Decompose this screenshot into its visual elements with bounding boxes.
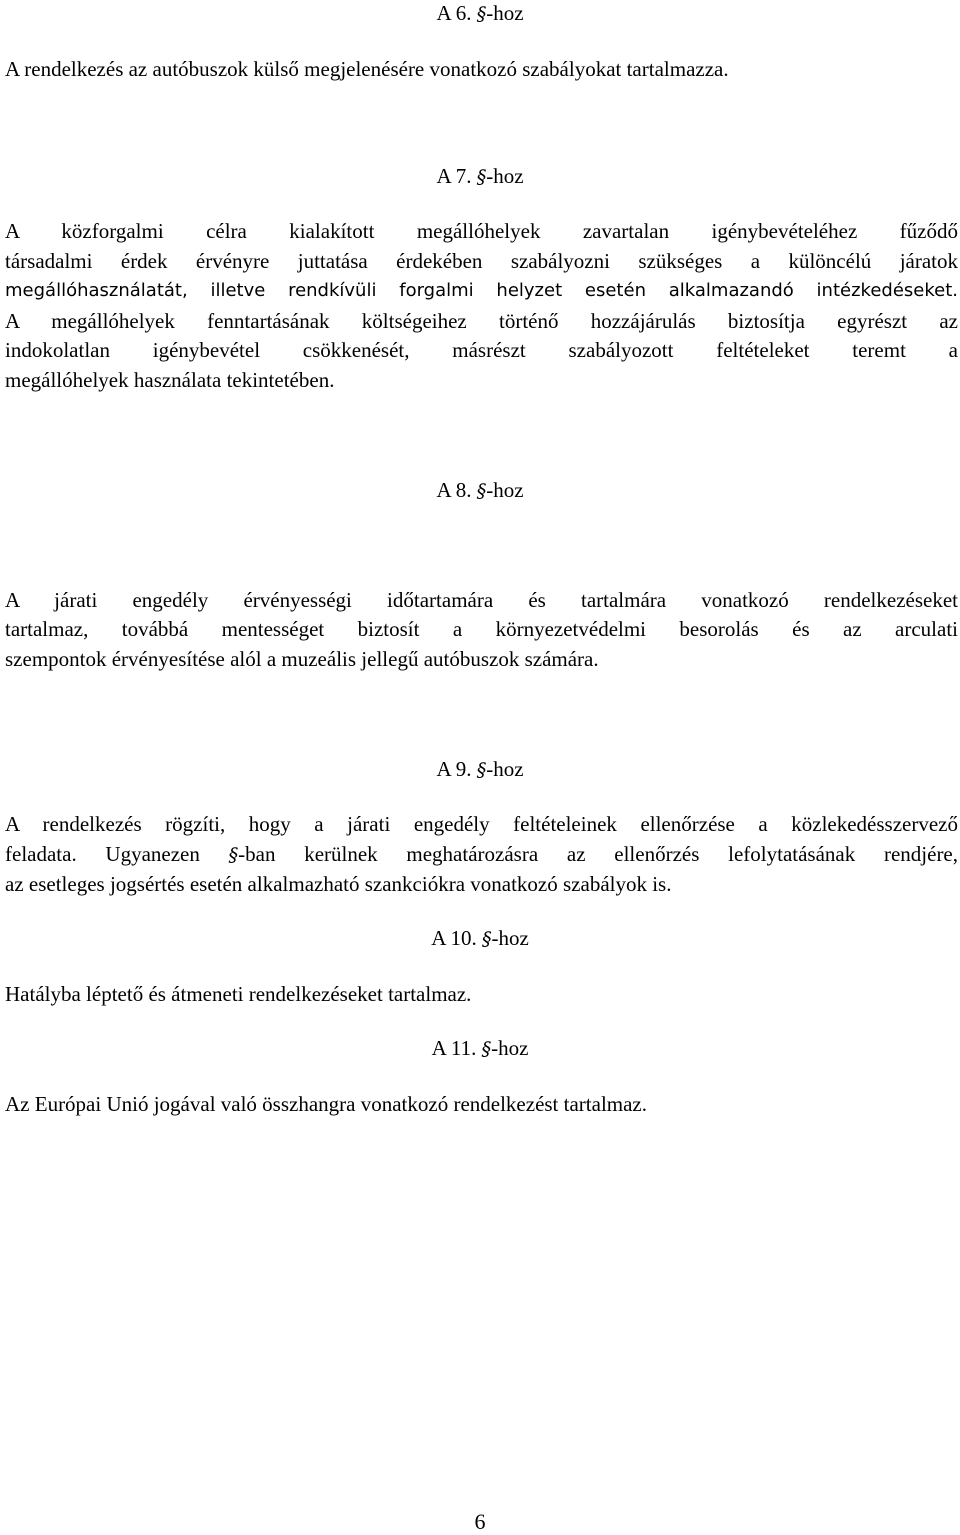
section-9-line: A rendelkezés rögzíti, hogy a járati engedély feltételeinek ellenőrzése a közlekedésszervező — [5, 812, 958, 836]
section-11-heading-suffix: -hoz — [491, 1036, 529, 1060]
section-7-line: társadalmi érdek érvényre juttatása érdekében szabályozni szükséges a különcélú járatok — [5, 249, 958, 273]
section-sign: § — [481, 928, 492, 950]
section-6-heading-prefix: A 6. — [436, 1, 472, 25]
section-6-heading-suffix: -hoz — [486, 1, 524, 25]
section-7-heading-suffix: -hoz — [486, 164, 524, 188]
section-8-line: A járati engedély érvényességi időtartamára és tartalmára vonatkozó rendelkezéseket — [5, 588, 958, 612]
section-7-line: indokolatlan igénybevétel csökkenését, másrészt szabályozott feltételeket teremt a — [5, 338, 958, 362]
section-7-heading — [0, 164, 960, 189]
section-9-line-part: feladata. Ugyanezen — [5, 842, 200, 866]
section-8-line: tartalmaz, továbbá mentességet biztosít a környezetvédelmi besorolás és az arculati — [5, 617, 958, 641]
section-sign: § — [476, 759, 487, 781]
section-9-line: az esetleges jogsértés esetén alkalmazható szankciókra vonatkozó szabályok is. — [5, 872, 672, 896]
section-8-heading-suffix: -hoz — [486, 478, 524, 502]
section-10-heading — [0, 926, 960, 951]
section-sign: § — [481, 1038, 492, 1060]
section-7-line: A közforgalmi célra kialakított megállóhelyek zavartalan igénybevételéhez fűződő — [5, 219, 958, 243]
section-sign: § — [476, 480, 487, 502]
section-9-heading-suffix: -hoz — [486, 757, 524, 781]
section-10-heading-prefix: A 10. — [431, 926, 477, 950]
section-8-line: szempontok érvényesítése alól a muzeális jellegű autóbuszok számára. — [5, 647, 599, 671]
section-9-line-part: -ban kerülnek meghatározásra az ellenőrzés lefolytatásának rendjére, — [238, 842, 959, 866]
section-9-heading-prefix: A 9. — [436, 757, 472, 781]
section-11-text: Az Európai Unió jogával való összhangra vonatkozó rendelkezést tartalmaz. — [5, 1092, 648, 1116]
page-number: 6 — [474, 1509, 486, 1534]
section-10-heading-suffix: -hoz — [491, 926, 529, 950]
section-7-line: megállóhasználatát, illetve rendkívüli forgalmi helyzet esetén alkalmazandó intézkedéseket. — [5, 280, 958, 301]
section-11-heading-prefix: A 11. — [431, 1036, 477, 1060]
section-sign: § — [476, 166, 487, 188]
section-9-heading — [0, 757, 960, 782]
section-6-heading — [0, 1, 960, 26]
section-7-heading-prefix: A 7. — [436, 164, 472, 188]
section-8-heading-prefix: A 8. — [436, 478, 472, 502]
section-sign: § — [476, 3, 487, 25]
section-9-line — [5, 839, 958, 870]
section-10-text: Hatályba léptető és átmeneti rendelkezéseket tartalmaz. — [5, 982, 472, 1006]
section-11-heading — [0, 1036, 960, 1061]
section-7-line: megállóhelyek használata tekintetében. — [5, 368, 335, 392]
section-6-text: A rendelkezés az autóbuszok külső megjelenésére vonatkozó szabályokat tartalmazza. — [5, 57, 729, 81]
section-8-heading — [0, 478, 960, 503]
section-7-line: A megállóhelyek fenntartásának költségeihez történő hozzájárulás biztosítja egyrészt az — [5, 309, 958, 333]
section-sign: § — [228, 844, 239, 866]
